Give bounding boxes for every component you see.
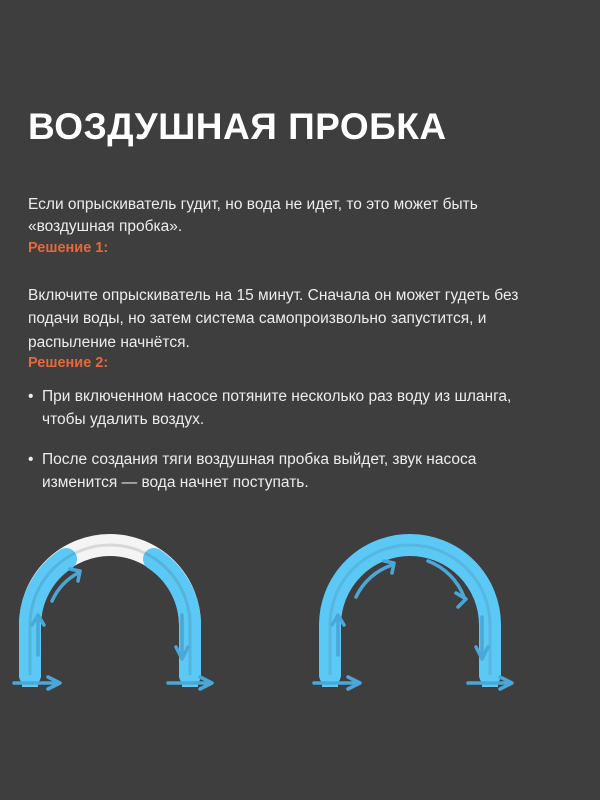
list-item: • После создания тяги воздушная пробка выйдет, звук насоса изменится — вода начнет поступать. <box>28 448 528 495</box>
right-hose-filled-with-water <box>314 545 512 689</box>
solution-1-heading: Решение 1: <box>28 240 109 256</box>
hose-diagram <box>0 505 600 705</box>
left-hose-with-air-pocket <box>14 545 212 689</box>
list-item: • При включенном насосе потяните несколько раз воду из шланга, чтобы удалить воздух. <box>28 385 528 432</box>
solution-2-bullet-list <box>28 385 528 510</box>
solution-1-body: Включите опрыскиватель на 15 минут. Сначала он может гудеть без подачи воды, но затем система самопроизвольно запустится, и распыление начнётся. <box>28 286 519 351</box>
solution-2-heading: Решение 2: <box>28 355 109 371</box>
intro-paragraph: Если опрыскиватель гудит, но вода не идет, то это может быть «воздушная пробка». <box>28 195 478 235</box>
page-title: ВОЗДУШНАЯ ПРОБКА <box>28 106 447 147</box>
